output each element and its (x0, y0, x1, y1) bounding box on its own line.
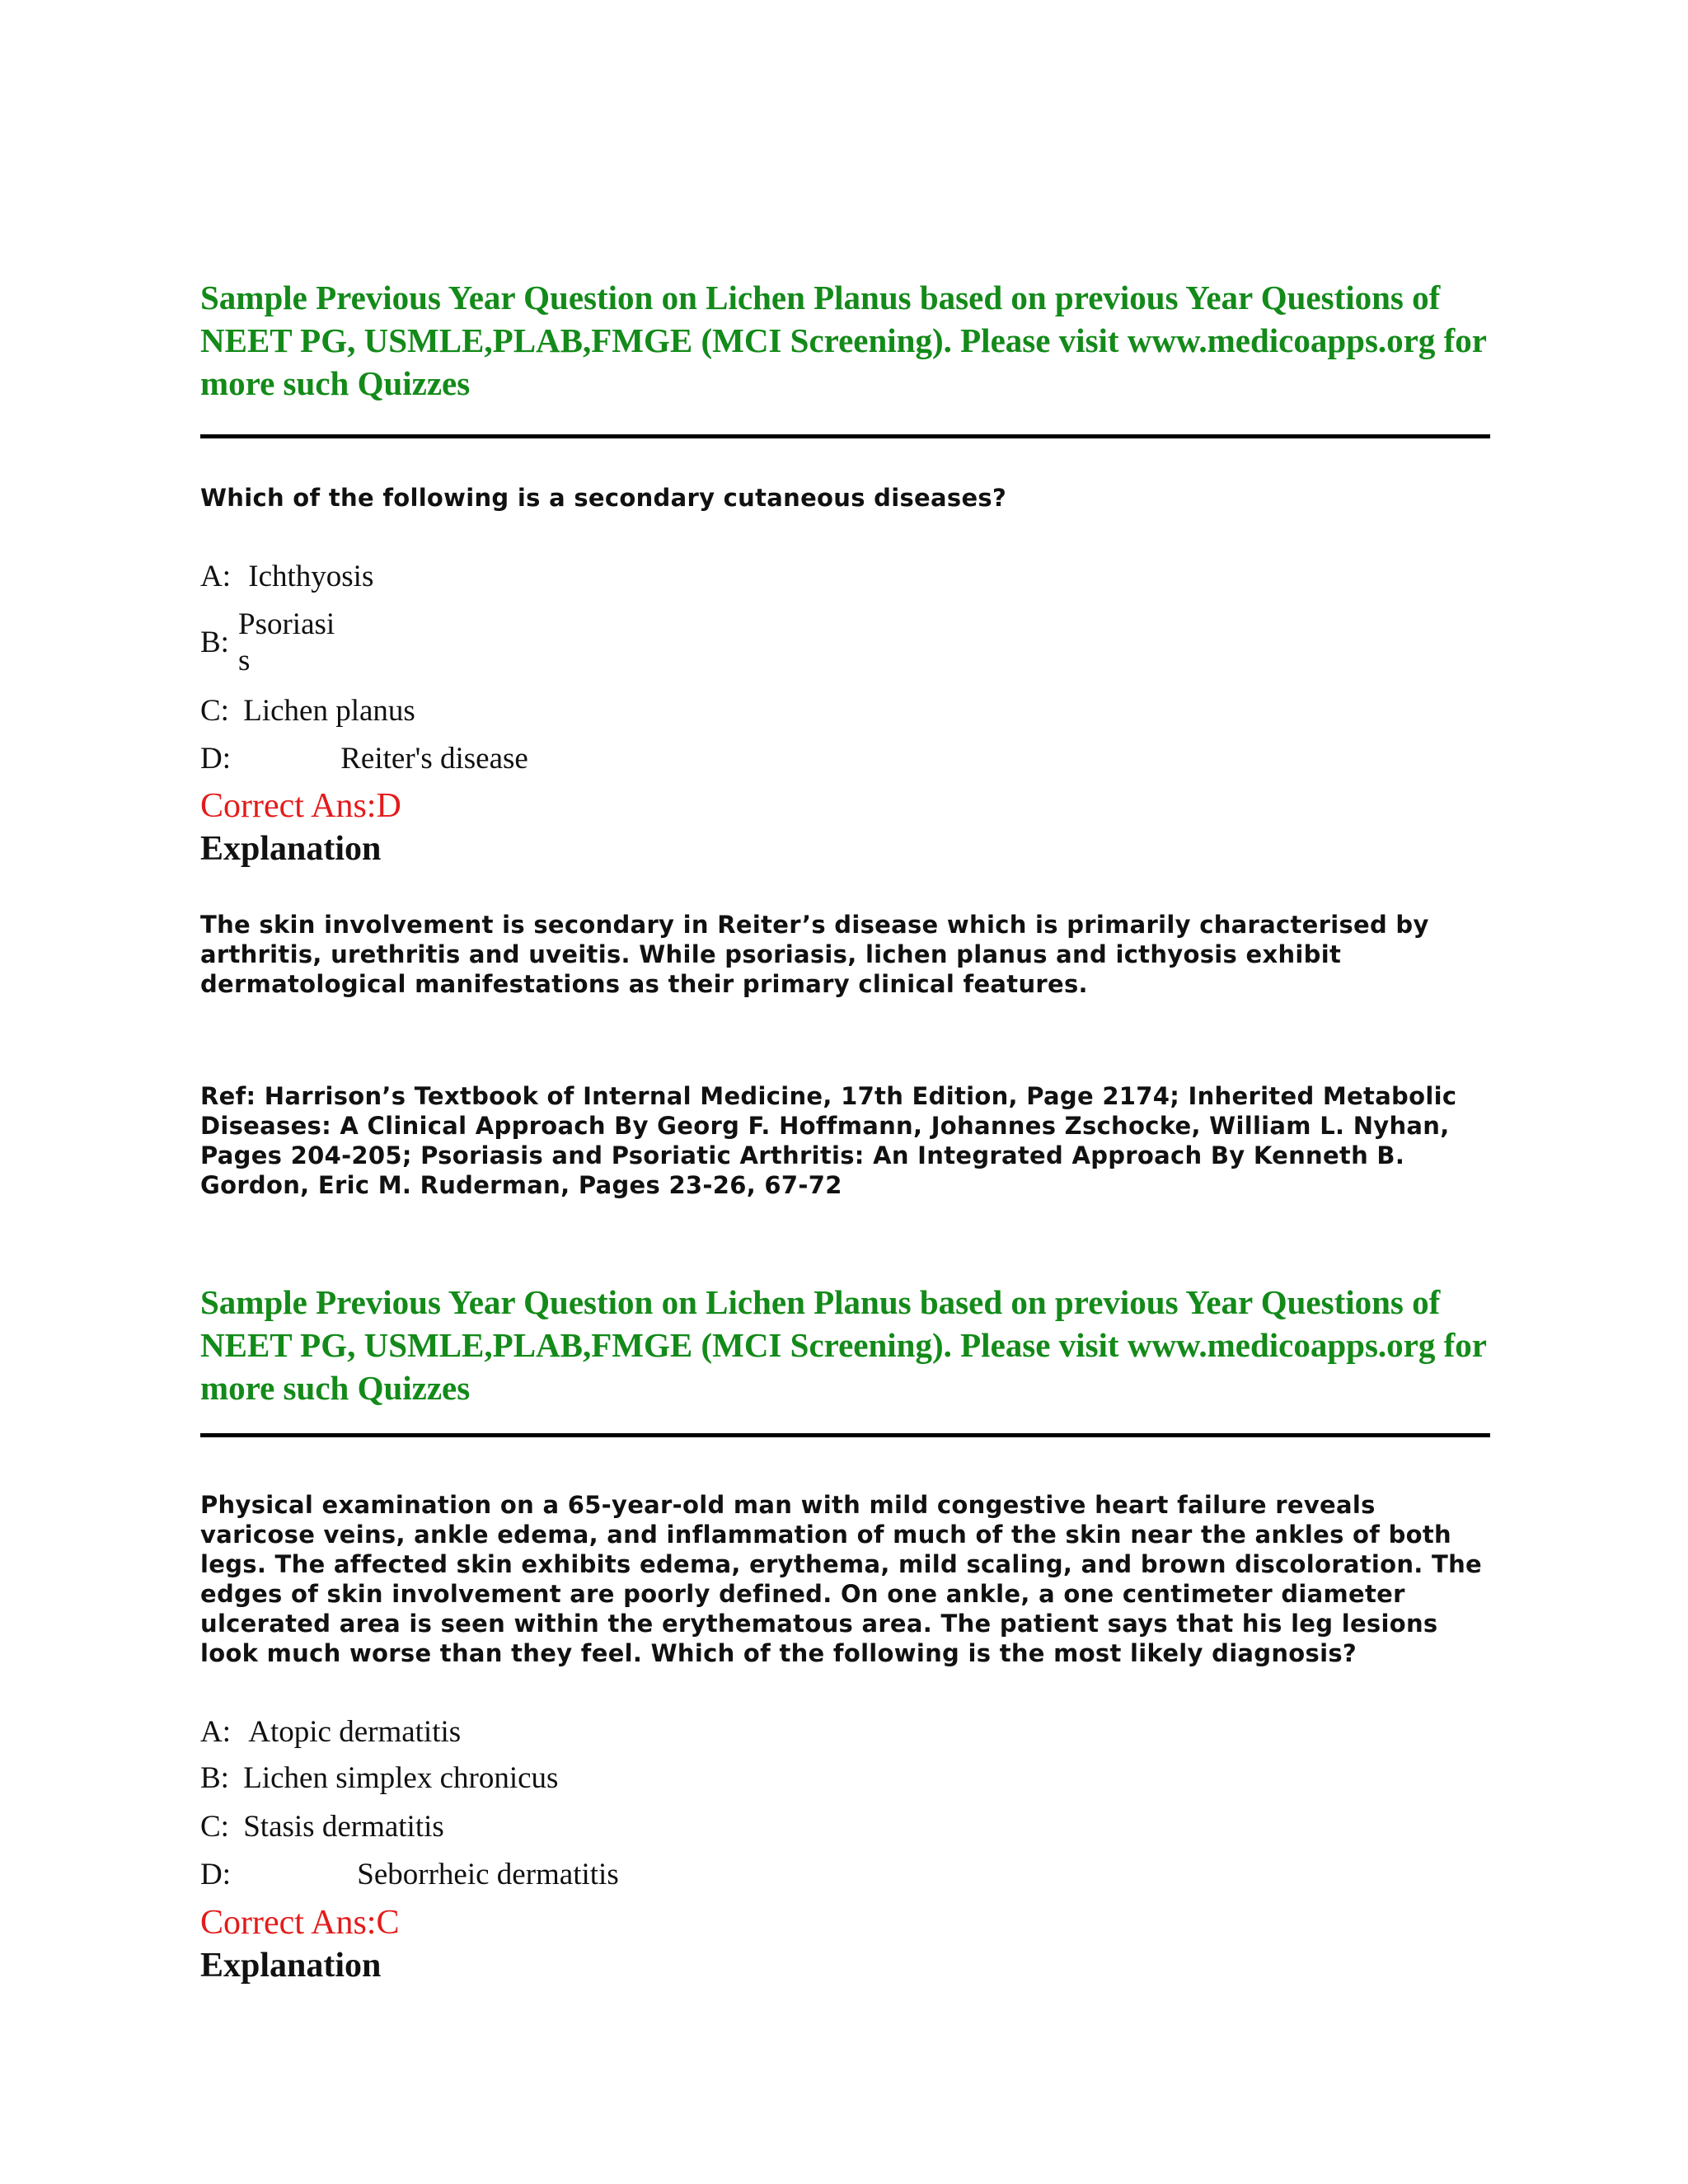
explanation-block (200, 910, 1490, 999)
option-b (200, 607, 398, 681)
option-d (200, 1857, 619, 1893)
option-a (200, 1714, 461, 1750)
question-block (200, 483, 1490, 513)
section-heading: Sample Previous Year Question on Lichen Planus based on previous Year Questions of NEET PG, USMLE,PLAB,FMGE (MCI Screening). Please visit www.medicoapps.org for more such Quizzes (200, 1283, 1487, 1407)
option-a (200, 559, 373, 595)
explanation-title: Explanation (200, 1947, 382, 1985)
option-d (200, 741, 528, 777)
option-text: Lichen simplex chronicus (243, 1761, 559, 1795)
option-text: Psoriasis (238, 607, 335, 677)
option-text: Atopic dermatitis (248, 1715, 462, 1749)
correct-answer: Correct Ans:C (200, 1904, 400, 1942)
explanation-title: Explanation (200, 830, 382, 868)
correct-answer: Correct Ans:D (200, 787, 401, 825)
option-letter: D: (200, 1858, 231, 1891)
option-letter: A: (200, 560, 231, 593)
option-letter: B: (200, 626, 229, 659)
option-text: Lichen planus (243, 694, 415, 728)
option-letter: D: (200, 742, 231, 776)
option-letter: C: (200, 1810, 229, 1844)
option-c (200, 1809, 444, 1845)
option-text: Ichthyosis (248, 560, 374, 593)
option-letter: C: (200, 694, 229, 728)
option-text: Stasis dermatitis (243, 1810, 444, 1844)
horizontal-rule (200, 1433, 1490, 1437)
option-letter: B: (200, 1761, 229, 1795)
option-c (200, 693, 415, 729)
option-b (200, 1760, 558, 1797)
question-text: Which of the following is a secondary cutaneous diseases? (200, 484, 1007, 512)
reference-block (200, 1081, 1490, 1200)
option-text: Reiter's disease (340, 742, 528, 776)
reference-text: Ref: Harrison’s Textbook of Internal Medicine, 17th Edition, Page 2174; Inherited Metabolic Diseases: A Clinical Approach By Georg F. Hoffmann, Johannes Zschocke, William L. Nyhan, Pages 204-205; Psoriasis and Psoriatic Arthritis: An Integrated Approach By Kenneth B. Gordon, Eric M. Ruderman, Pages 23-26, 67-72 (200, 1082, 1457, 1199)
question-text: Physical examination on a 65-year-old man with mild congestive heart failure reveals varicose veins, ankle edema, and inflammation of much of the skin near the ankles of both legs. The affected skin exhibits edema, erythema, mild scaling, and brown discoloration. The edges of skin involvement are poorly defined. On one ankle, a one centimeter diameter ulcerated area is seen within the erythematous area. The patient says that his leg lesions look much worse than they feel. Which of the following is the most likely diagnosis? (200, 1491, 1482, 1667)
option-letter: A: (200, 1715, 231, 1749)
option-text: Seborrheic dermatitis (357, 1858, 619, 1891)
section-1-heading-block (200, 276, 1490, 405)
section-2-heading-block (200, 1281, 1490, 1409)
explanation-text: The skin involvement is secondary in Reiter’s disease which is primarily characterised by arthritis, urethritis and uveitis. While psoriasis, lichen planus and icthyosis exhibit dermatological manifestations as their primary clinical features. (200, 911, 1429, 998)
horizontal-rule (200, 434, 1490, 438)
section-heading: Sample Previous Year Question on Lichen Planus based on previous Year Questions of NEET PG, USMLE,PLAB,FMGE (MCI Screening). Please visit www.medicoapps.org for more such Quizzes (200, 279, 1487, 402)
question-block (200, 1490, 1490, 1668)
